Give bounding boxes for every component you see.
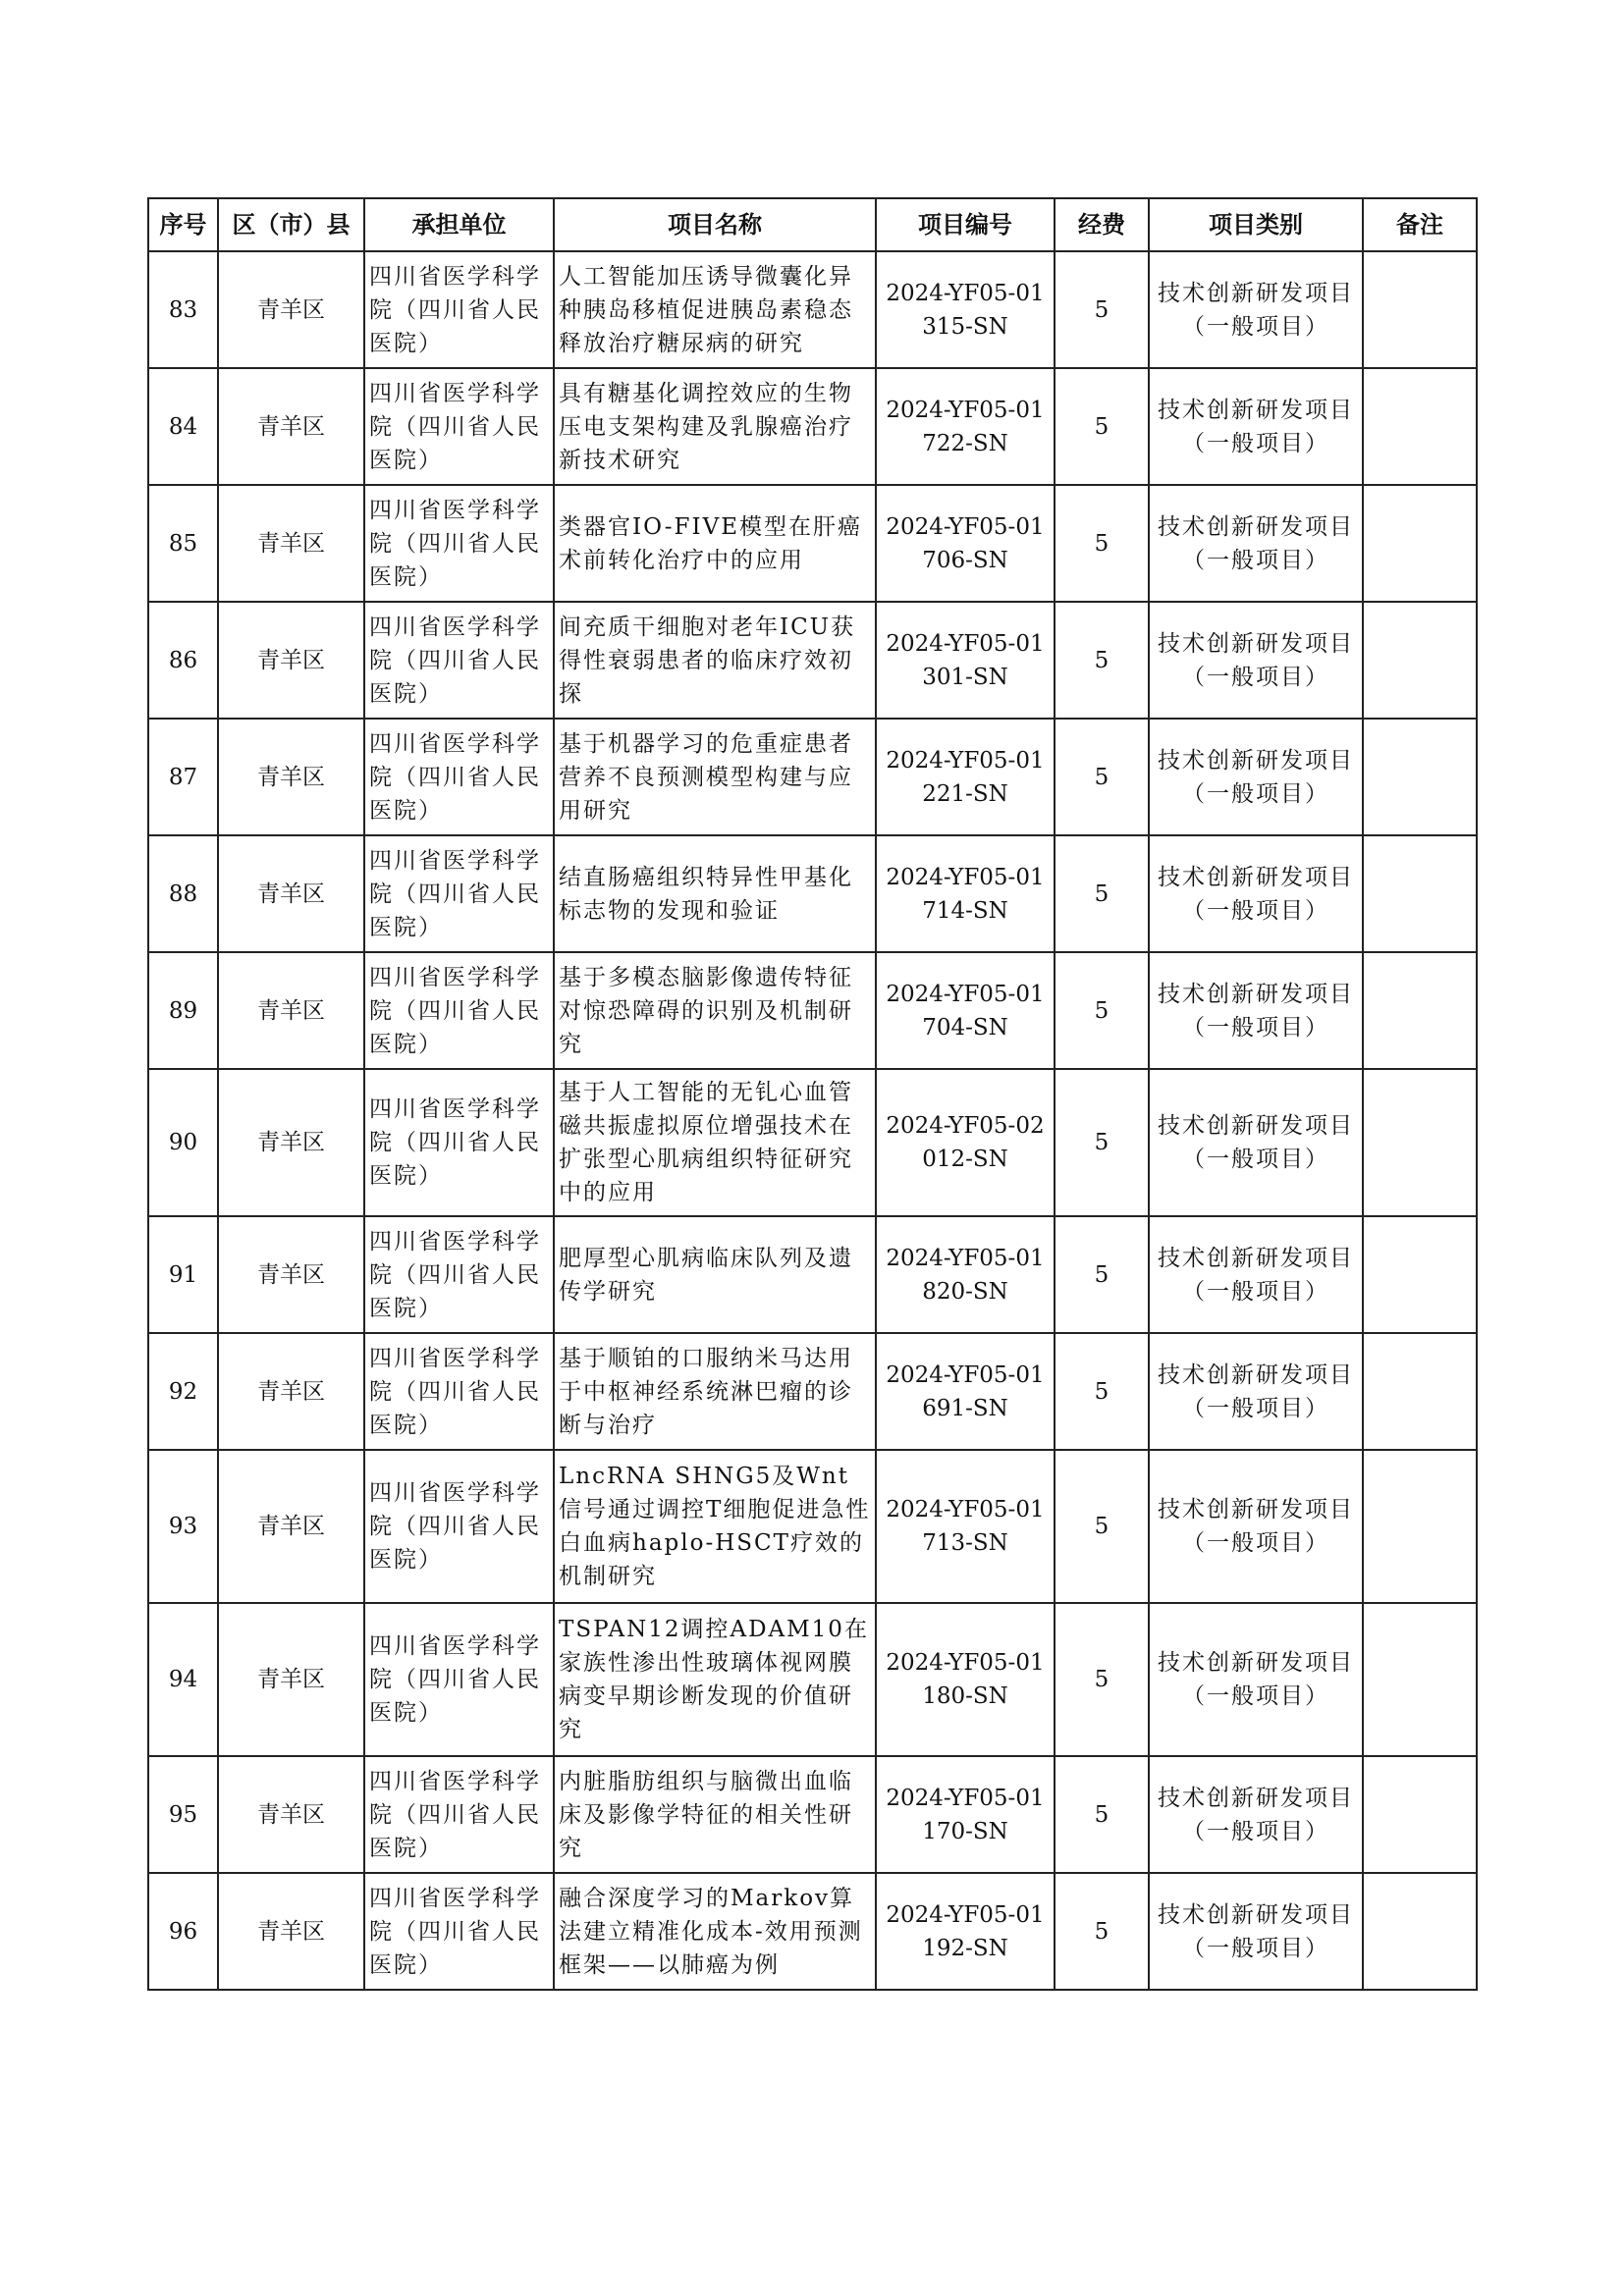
cell-project-name: 融合深度学习的Markov算法建立精准化成本-效用预测框架——以肺癌为例: [554, 1873, 876, 1990]
cell-district: 青羊区: [218, 602, 364, 719]
cell-funding: 5: [1055, 1333, 1149, 1450]
cell-district: 青羊区: [218, 1216, 364, 1333]
cell-project-name: 类器官IO-FIVE模型在肝癌术前转化治疗中的应用: [554, 485, 876, 602]
cell-project-name: 肥厚型心肌病临床队列及遗传学研究: [554, 1216, 876, 1333]
table-row: [148, 719, 1477, 835]
header-district: 区（市）县: [218, 198, 364, 251]
cell-no: 86: [148, 602, 218, 719]
cell-funding: 5: [1055, 952, 1149, 1069]
cell-category: 技术创新研发项目（一般项目）: [1149, 602, 1363, 719]
cell-project-code: 2024-YF05-01301-SN: [876, 602, 1055, 719]
cell-remark: [1363, 952, 1477, 1069]
cell-project-code: 2024-YF05-01221-SN: [876, 719, 1055, 835]
cell-funding: 5: [1055, 1756, 1149, 1873]
cell-project-code: 2024-YF05-01722-SN: [876, 368, 1055, 485]
header-project-name: 项目名称: [554, 198, 876, 251]
cell-category: 技术创新研发项目（一般项目）: [1149, 835, 1363, 952]
cell-category: 技术创新研发项目（一般项目）: [1149, 1450, 1363, 1603]
cell-no: 83: [148, 251, 218, 368]
cell-remark: [1363, 1873, 1477, 1990]
table-row: [148, 1603, 1477, 1756]
cell-district: 青羊区: [218, 1603, 364, 1756]
cell-project-name: 基于多模态脑影像遗传特征对惊恐障碍的识别及机制研究: [554, 952, 876, 1069]
cell-district: 青羊区: [218, 368, 364, 485]
cell-district: 青羊区: [218, 251, 364, 368]
cell-no: 93: [148, 1450, 218, 1603]
table-body: [148, 251, 1477, 1990]
cell-unit: 四川省医学科学院（四川省人民医院）: [364, 952, 554, 1069]
header-category: 项目类别: [1149, 198, 1363, 251]
cell-project-code: 2024-YF05-02012-SN: [876, 1069, 1055, 1216]
cell-category: 技术创新研发项目（一般项目）: [1149, 1069, 1363, 1216]
cell-unit: 四川省医学科学院（四川省人民医院）: [364, 485, 554, 602]
header-funding: 经费: [1055, 198, 1149, 251]
table-row: [148, 1333, 1477, 1450]
cell-unit: 四川省医学科学院（四川省人民医院）: [364, 719, 554, 835]
cell-project-code: 2024-YF05-01691-SN: [876, 1333, 1055, 1450]
cell-funding: 5: [1055, 835, 1149, 952]
cell-funding: 5: [1055, 1450, 1149, 1603]
cell-unit: 四川省医学科学院（四川省人民医院）: [364, 1450, 554, 1603]
cell-project-name: 结直肠癌组织特异性甲基化标志物的发现和验证: [554, 835, 876, 952]
cell-unit: 四川省医学科学院（四川省人民医院）: [364, 1873, 554, 1990]
cell-funding: 5: [1055, 368, 1149, 485]
cell-category: 技术创新研发项目（一般项目）: [1149, 1333, 1363, 1450]
cell-no: 87: [148, 719, 218, 835]
table-row: [148, 1216, 1477, 1333]
cell-project-code: 2024-YF05-01180-SN: [876, 1603, 1055, 1756]
cell-district: 青羊区: [218, 1873, 364, 1990]
cell-remark: [1363, 1216, 1477, 1333]
cell-no: 89: [148, 952, 218, 1069]
cell-funding: 5: [1055, 602, 1149, 719]
cell-category: 技术创新研发项目（一般项目）: [1149, 952, 1363, 1069]
cell-project-code: 2024-YF05-01820-SN: [876, 1216, 1055, 1333]
project-table: [147, 197, 1478, 1991]
cell-project-name: 基于人工智能的无钆心血管磁共振虚拟原位增强技术在扩张型心肌病组织特征研究中的应用: [554, 1069, 876, 1216]
table-row: [148, 602, 1477, 719]
table-row: [148, 1873, 1477, 1990]
cell-project-name: 基于顺铂的口服纳米马达用于中枢神经系统淋巴瘤的诊断与治疗: [554, 1333, 876, 1450]
cell-remark: [1363, 485, 1477, 602]
table-row: [148, 1069, 1477, 1216]
cell-funding: 5: [1055, 1069, 1149, 1216]
table-row: [148, 835, 1477, 952]
cell-remark: [1363, 1603, 1477, 1756]
cell-project-name: LncRNA SHNG5及Wnt信号通过调控T细胞促进急性白血病haplo-HSCT疗效的机制研究: [554, 1450, 876, 1603]
cell-category: 技术创新研发项目（一般项目）: [1149, 485, 1363, 602]
header-no: 序号: [148, 198, 218, 251]
cell-remark: [1363, 368, 1477, 485]
table-row: [148, 485, 1477, 602]
cell-funding: 5: [1055, 1216, 1149, 1333]
cell-remark: [1363, 1450, 1477, 1603]
cell-project-name: 基于机器学习的危重症患者营养不良预测模型构建与应用研究: [554, 719, 876, 835]
table-row: [148, 1756, 1477, 1873]
table-row: [148, 952, 1477, 1069]
cell-category: 技术创新研发项目（一般项目）: [1149, 1873, 1363, 1990]
cell-project-code: 2024-YF05-01704-SN: [876, 952, 1055, 1069]
cell-district: 青羊区: [218, 485, 364, 602]
table-row: [148, 368, 1477, 485]
cell-category: 技术创新研发项目（一般项目）: [1149, 251, 1363, 368]
cell-no: 92: [148, 1333, 218, 1450]
cell-project-code: 2024-YF05-01315-SN: [876, 251, 1055, 368]
cell-no: 90: [148, 1069, 218, 1216]
cell-district: 青羊区: [218, 835, 364, 952]
cell-district: 青羊区: [218, 719, 364, 835]
cell-unit: 四川省医学科学院（四川省人民医院）: [364, 602, 554, 719]
cell-remark: [1363, 1069, 1477, 1216]
cell-project-code: 2024-YF05-01192-SN: [876, 1873, 1055, 1990]
cell-unit: 四川省医学科学院（四川省人民医院）: [364, 1216, 554, 1333]
cell-project-code: 2024-YF05-01713-SN: [876, 1450, 1055, 1603]
cell-no: 94: [148, 1603, 218, 1756]
cell-remark: [1363, 719, 1477, 835]
cell-unit: 四川省医学科学院（四川省人民医院）: [364, 1756, 554, 1873]
cell-unit: 四川省医学科学院（四川省人民医院）: [364, 1069, 554, 1216]
cell-funding: 5: [1055, 1603, 1149, 1756]
cell-no: 88: [148, 835, 218, 952]
cell-category: 技术创新研发项目（一般项目）: [1149, 1756, 1363, 1873]
header-project-code: 项目编号: [876, 198, 1055, 251]
cell-no: 84: [148, 368, 218, 485]
cell-district: 青羊区: [218, 1333, 364, 1450]
cell-project-code: 2024-YF05-01714-SN: [876, 835, 1055, 952]
cell-unit: 四川省医学科学院（四川省人民医院）: [364, 1603, 554, 1756]
cell-district: 青羊区: [218, 1450, 364, 1603]
cell-category: 技术创新研发项目（一般项目）: [1149, 1216, 1363, 1333]
cell-project-name: 人工智能加压诱导微囊化异种胰岛移植促进胰岛素稳态释放治疗糖尿病的研究: [554, 251, 876, 368]
cell-project-name: 间充质干细胞对老年ICU获得性衰弱患者的临床疗效初探: [554, 602, 876, 719]
cell-remark: [1363, 251, 1477, 368]
cell-remark: [1363, 1333, 1477, 1450]
cell-funding: 5: [1055, 1873, 1149, 1990]
header-unit: 承担单位: [364, 198, 554, 251]
cell-district: 青羊区: [218, 1756, 364, 1873]
table-row: [148, 251, 1477, 368]
cell-project-name: 具有糖基化调控效应的生物压电支架构建及乳腺癌治疗新技术研究: [554, 368, 876, 485]
table-row: [148, 1450, 1477, 1603]
cell-funding: 5: [1055, 485, 1149, 602]
cell-remark: [1363, 1756, 1477, 1873]
cell-funding: 5: [1055, 719, 1149, 835]
cell-no: 95: [148, 1756, 218, 1873]
header-row: [148, 198, 1477, 251]
cell-project-code: 2024-YF05-01706-SN: [876, 485, 1055, 602]
header-remark: 备注: [1363, 198, 1477, 251]
cell-unit: 四川省医学科学院（四川省人民医院）: [364, 251, 554, 368]
cell-unit: 四川省医学科学院（四川省人民医院）: [364, 835, 554, 952]
cell-project-name: 内脏脂肪组织与脑微出血临床及影像学特征的相关性研究: [554, 1756, 876, 1873]
cell-category: 技术创新研发项目（一般项目）: [1149, 719, 1363, 835]
cell-no: 96: [148, 1873, 218, 1990]
cell-project-name: TSPAN12调控ADAM10在家族性渗出性玻璃体视网膜病变早期诊断发现的价值研究: [554, 1603, 876, 1756]
cell-project-code: 2024-YF05-01170-SN: [876, 1756, 1055, 1873]
cell-unit: 四川省医学科学院（四川省人民医院）: [364, 1333, 554, 1450]
cell-category: 技术创新研发项目（一般项目）: [1149, 1603, 1363, 1756]
cell-district: 青羊区: [218, 952, 364, 1069]
cell-remark: [1363, 602, 1477, 719]
cell-unit: 四川省医学科学院（四川省人民医院）: [364, 368, 554, 485]
cell-no: 85: [148, 485, 218, 602]
cell-category: 技术创新研发项目（一般项目）: [1149, 368, 1363, 485]
cell-funding: 5: [1055, 251, 1149, 368]
cell-district: 青羊区: [218, 1069, 364, 1216]
cell-no: 91: [148, 1216, 218, 1333]
cell-remark: [1363, 835, 1477, 952]
